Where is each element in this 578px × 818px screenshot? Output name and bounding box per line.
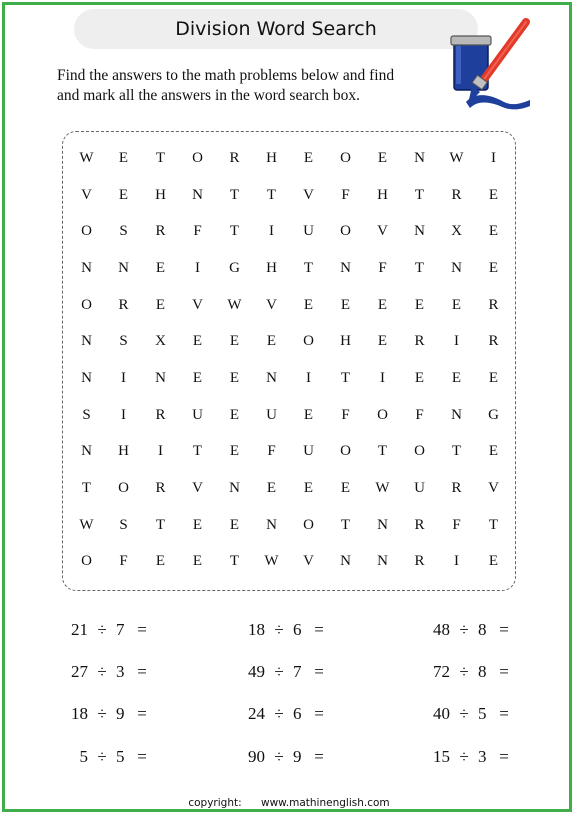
problem-op: ÷ — [97, 662, 107, 681]
problem-op: ÷ — [97, 704, 107, 723]
problem-op: ÷ — [459, 704, 469, 723]
problem-a: 48 — [433, 620, 450, 639]
division-problem — [243, 704, 333, 724]
problem-eq: = — [499, 620, 509, 639]
grid-letter[interactable]: F — [119, 553, 128, 570]
problem-b: 7 — [116, 620, 125, 639]
grid-letter[interactable]: G — [229, 259, 240, 276]
division-problem — [243, 620, 333, 640]
grid-letter[interactable]: V — [81, 186, 92, 203]
problem-eq: = — [137, 747, 147, 766]
problem-eq: = — [137, 704, 147, 723]
problem-a: 90 — [248, 747, 265, 766]
division-problem — [66, 620, 156, 640]
grid-letter[interactable]: W — [264, 553, 279, 570]
grid-letter[interactable]: E — [414, 296, 425, 313]
grid-letter[interactable]: U — [266, 406, 277, 423]
grid-letter[interactable]: R — [414, 516, 425, 533]
grid-letter[interactable]: N — [81, 259, 92, 276]
grid-letter[interactable]: E — [303, 149, 314, 166]
grid-letter[interactable]: T — [414, 186, 425, 203]
grid-letter[interactable]: S — [119, 223, 128, 240]
problem-b: 6 — [293, 620, 302, 639]
problem-eq: = — [499, 662, 509, 681]
grid-letter[interactable]: T — [81, 480, 92, 497]
grid-letter[interactable]: E — [192, 516, 203, 533]
grid-letter[interactable]: G — [488, 406, 499, 423]
grid-letter[interactable]: H — [340, 333, 351, 350]
problem-a: 24 — [248, 704, 265, 723]
grid-letter[interactable]: O — [81, 296, 92, 313]
problem-a: 40 — [433, 704, 450, 723]
grid-letter[interactable]: R — [488, 333, 499, 350]
grid-letter[interactable]: R — [229, 149, 240, 166]
grid-letter[interactable]: H — [155, 186, 166, 203]
instructions-line-1: Find the answers to the math problems below and find — [57, 67, 395, 84]
problem-eq: = — [137, 662, 147, 681]
grid-letter[interactable]: T — [451, 443, 462, 460]
grid-letter[interactable]: E — [340, 480, 351, 497]
division-problem — [66, 662, 156, 682]
grid-letter[interactable]: W — [79, 149, 94, 166]
grid-letter[interactable]: E — [266, 333, 277, 350]
grid-letter[interactable]: W — [449, 149, 464, 166]
problem-b: 5 — [116, 747, 125, 766]
instructions — [57, 66, 427, 106]
problem-b: 3 — [478, 747, 487, 766]
problem-eq: = — [314, 662, 324, 681]
grid-letter[interactable]: O — [340, 443, 351, 460]
grid-letter[interactable]: N — [81, 333, 92, 350]
problem-op: ÷ — [274, 662, 284, 681]
grid-letter[interactable]: N — [377, 516, 388, 533]
grid-letter[interactable]: N — [229, 480, 240, 497]
grid-letter[interactable]: E — [340, 296, 351, 313]
grid-letter[interactable]: O — [377, 406, 388, 423]
grid-letter[interactable]: N — [414, 149, 425, 166]
grid-letter[interactable]: R — [451, 186, 462, 203]
grid-letter[interactable]: U — [303, 443, 314, 460]
grid-letter[interactable]: E — [192, 553, 203, 570]
grid-letter[interactable]: E — [192, 333, 203, 350]
grid-letter[interactable]: X — [155, 333, 166, 350]
grid-letter[interactable]: V — [192, 296, 203, 313]
grid-letter[interactable]: N — [377, 553, 388, 570]
grid-letter[interactable]: N — [451, 406, 462, 423]
grid-letter[interactable]: R — [414, 553, 425, 570]
problem-op: ÷ — [274, 747, 284, 766]
division-problem — [243, 747, 333, 767]
grid-letter[interactable]: E — [229, 443, 240, 460]
grid-letter[interactable]: V — [303, 553, 314, 570]
grid-letter[interactable]: O — [81, 223, 92, 240]
grid-letter[interactable]: N — [81, 443, 92, 460]
grid-letter[interactable]: E — [229, 369, 240, 386]
problem-a: 21 — [71, 620, 88, 639]
division-problem — [428, 662, 518, 682]
grid-letter[interactable]: F — [452, 516, 461, 533]
problem-op: ÷ — [459, 747, 469, 766]
grid-letter[interactable]: I — [306, 369, 311, 386]
grid-letter[interactable]: F — [267, 443, 276, 460]
grid-letter[interactable]: N — [118, 259, 129, 276]
problem-b: 7 — [293, 662, 302, 681]
problem-b: 9 — [116, 704, 125, 723]
grid-letter[interactable]: E — [229, 333, 240, 350]
grid-letter[interactable]: E — [155, 553, 166, 570]
grid-letter[interactable]: I — [491, 149, 496, 166]
problem-b: 8 — [478, 620, 487, 639]
problem-eq: = — [314, 704, 324, 723]
grid-letter[interactable]: E — [414, 369, 425, 386]
division-problem — [66, 747, 156, 767]
grid-letter[interactable]: T — [229, 223, 240, 240]
problem-a: 27 — [71, 662, 88, 681]
grid-letter[interactable]: R — [118, 296, 129, 313]
grid-letter[interactable]: H — [377, 186, 388, 203]
grid-letter[interactable]: F — [193, 223, 202, 240]
grid-letter[interactable]: E — [229, 516, 240, 533]
problem-b: 9 — [293, 747, 302, 766]
division-problem — [243, 662, 333, 682]
grid-letter[interactable]: E — [451, 296, 462, 313]
grid-letter[interactable]: U — [303, 223, 314, 240]
grid-letter[interactable]: O — [340, 149, 351, 166]
copyright-footer — [0, 797, 578, 809]
problem-a: 18 — [71, 704, 88, 723]
grid-letter[interactable]: T — [192, 443, 203, 460]
grid-letter[interactable]: H — [266, 259, 277, 276]
grid-letter[interactable]: N — [192, 186, 203, 203]
grid-letter[interactable]: E — [488, 443, 499, 460]
division-problems — [0, 610, 578, 780]
grid-letter[interactable]: W — [375, 480, 390, 497]
grid-letter[interactable]: E — [303, 296, 314, 313]
problem-b: 5 — [478, 704, 487, 723]
division-problem — [428, 704, 518, 724]
instructions-line-2: and mark all the answers in the word search box. — [57, 87, 361, 104]
grid-letter[interactable]: H — [118, 443, 129, 460]
grid-letter[interactable]: O — [340, 223, 351, 240]
grid-letter[interactable]: I — [454, 333, 459, 350]
problem-a: 5 — [79, 747, 88, 766]
grid-letter[interactable]: V — [266, 296, 277, 313]
grid-letter[interactable]: O — [192, 149, 203, 166]
problem-b: 8 — [478, 662, 487, 681]
grid-letter[interactable]: S — [119, 333, 128, 350]
grid-letter[interactable]: U — [192, 406, 203, 423]
grid-letter[interactable]: R — [155, 223, 166, 240]
grid-letter[interactable]: N — [155, 369, 166, 386]
problem-op: ÷ — [274, 704, 284, 723]
grid-letter[interactable]: I — [380, 369, 385, 386]
copyright-label: copyright: — [188, 797, 242, 809]
grid-letter[interactable]: E — [377, 296, 388, 313]
grid-letter[interactable]: T — [155, 149, 166, 166]
problem-op: ÷ — [274, 620, 284, 639]
grid-letter[interactable]: X — [451, 223, 462, 240]
grid-letter[interactable]: I — [121, 369, 126, 386]
problem-op: ÷ — [97, 747, 107, 766]
problem-eq: = — [499, 747, 509, 766]
problem-op: ÷ — [97, 620, 107, 639]
grid-letter[interactable]: E — [155, 259, 166, 276]
grid-letter[interactable]: T — [377, 443, 388, 460]
grid-letter[interactable]: N — [414, 223, 425, 240]
grid-letter[interactable]: F — [415, 406, 424, 423]
grid-letter[interactable]: T — [229, 553, 240, 570]
grid-letter[interactable]: T — [266, 186, 277, 203]
grid-letter[interactable]: E — [377, 333, 388, 350]
copyright-site: www.mathinenglish.com — [260, 797, 390, 809]
grid-letter[interactable]: T — [488, 516, 499, 533]
grid-letter[interactable]: I — [195, 259, 200, 276]
grid-letter[interactable]: I — [121, 406, 126, 423]
grid-letter[interactable]: E — [488, 223, 499, 240]
grid-letter[interactable]: E — [488, 553, 499, 570]
grid-letter[interactable]: E — [118, 186, 129, 203]
grid-letter[interactable]: E — [488, 186, 499, 203]
grid-letter[interactable]: E — [229, 406, 240, 423]
division-problem — [428, 620, 518, 640]
grid-letter[interactable]: E — [266, 480, 277, 497]
grid-letter[interactable]: E — [303, 480, 314, 497]
grid-letter[interactable]: N — [340, 259, 351, 276]
grid-letter[interactable]: E — [488, 369, 499, 386]
grid-letter[interactable]: V — [377, 223, 388, 240]
grid-letter[interactable]: E — [451, 369, 462, 386]
grid-letter[interactable]: F — [378, 259, 387, 276]
problem-eq: = — [499, 704, 509, 723]
grid-letter[interactable]: R — [414, 333, 425, 350]
grid-letter[interactable]: E — [377, 149, 388, 166]
problem-op: ÷ — [459, 662, 469, 681]
grid-letter[interactable]: E — [303, 406, 314, 423]
grid-letter[interactable]: T — [414, 259, 425, 276]
grid-letter[interactable]: T — [303, 259, 314, 276]
grid-letter[interactable]: W — [227, 296, 242, 313]
grid-letter[interactable]: S — [119, 516, 128, 533]
grid-letter[interactable]: O — [303, 333, 314, 350]
grid-letter[interactable]: O — [118, 480, 129, 497]
grid-letter[interactable]: O — [303, 516, 314, 533]
grid-letter[interactable]: F — [341, 186, 350, 203]
problem-op: ÷ — [459, 620, 469, 639]
grid-letter[interactable]: N — [340, 553, 351, 570]
grid-letter[interactable]: E — [155, 296, 166, 313]
division-problem — [428, 747, 518, 767]
word-search-grid — [68, 140, 512, 580]
problem-eq: = — [137, 620, 147, 639]
grid-letter[interactable]: R — [155, 406, 166, 423]
problem-a: 49 — [248, 662, 265, 681]
grid-letter[interactable]: T — [229, 186, 240, 203]
problem-eq: = — [314, 747, 324, 766]
grid-letter[interactable]: U — [414, 480, 425, 497]
grid-letter[interactable]: E — [192, 369, 203, 386]
grid-letter[interactable]: O — [414, 443, 425, 460]
grid-letter[interactable]: R — [451, 480, 462, 497]
problem-a: 18 — [248, 620, 265, 639]
grid-letter[interactable]: H — [266, 149, 277, 166]
grid-letter[interactable]: I — [454, 553, 459, 570]
grid-letter[interactable]: V — [303, 186, 314, 203]
problem-b: 3 — [116, 662, 125, 681]
grid-letter[interactable]: T — [155, 516, 166, 533]
page-title: Division Word Search — [74, 9, 478, 49]
grid-letter[interactable]: N — [81, 369, 92, 386]
problem-b: 6 — [293, 704, 302, 723]
grid-letter[interactable]: N — [451, 259, 462, 276]
division-problem — [66, 704, 156, 724]
grid-letter[interactable]: N — [266, 369, 277, 386]
grid-letter[interactable]: W — [79, 516, 94, 533]
grid-letter[interactable]: V — [488, 480, 499, 497]
grid-letter[interactable]: O — [81, 553, 92, 570]
grid-letter[interactable]: E — [488, 259, 499, 276]
problem-a: 72 — [433, 662, 450, 681]
grid-letter[interactable]: V — [192, 480, 203, 497]
paint-jar-icon — [446, 16, 536, 112]
grid-letter[interactable]: T — [340, 369, 351, 386]
grid-letter[interactable]: S — [82, 406, 91, 423]
grid-letter[interactable]: F — [341, 406, 350, 423]
grid-letter[interactable]: T — [340, 516, 351, 533]
grid-letter[interactable]: N — [266, 516, 277, 533]
grid-letter[interactable]: I — [269, 223, 274, 240]
grid-letter[interactable]: I — [158, 443, 163, 460]
grid-letter[interactable]: E — [118, 149, 129, 166]
problem-eq: = — [314, 620, 324, 639]
grid-letter[interactable]: R — [155, 480, 166, 497]
grid-letter[interactable]: R — [488, 296, 499, 313]
problem-a: 15 — [433, 747, 450, 766]
